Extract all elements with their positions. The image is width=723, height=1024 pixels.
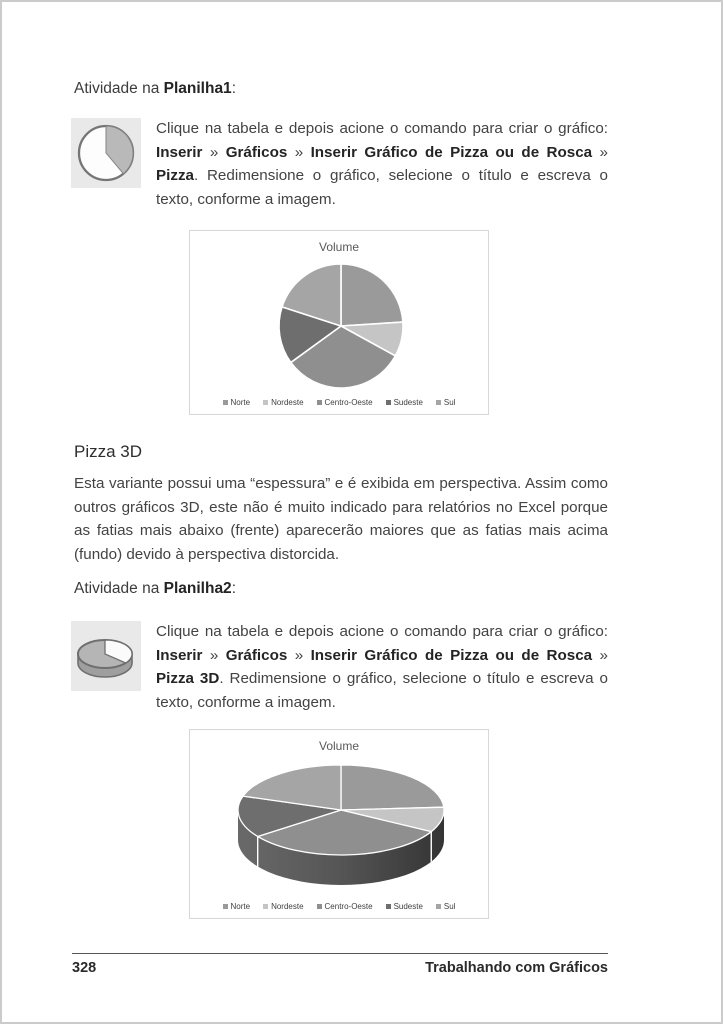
legend-label: Nordeste — [271, 398, 304, 407]
footer-rule — [72, 953, 608, 954]
legend-swatch — [386, 400, 391, 405]
text-segment: : — [231, 80, 236, 97]
legend-label: Norte — [230, 902, 251, 911]
text-segment: » — [592, 646, 608, 664]
text-segment: Clique na tabela e depois acione o comando para criar o gráfico: — [156, 623, 608, 640]
bold-text-segment: Inserir — [156, 143, 203, 161]
legend-item-nordeste — [263, 902, 303, 911]
bold-text-segment: Gráficos — [225, 143, 288, 161]
bold-text-segment: Inserir Gráfico de Pizza ou de Rosca — [310, 646, 593, 664]
chart-title: Volume — [318, 240, 360, 254]
legend-label: Sul — [443, 398, 456, 407]
pie-2d-icon-graphic — [71, 118, 141, 188]
bold-text-segment: Inserir — [156, 646, 203, 664]
legend-item-sul — [436, 902, 456, 911]
legend-swatch — [263, 904, 268, 909]
pie-slice-norte — [341, 264, 403, 326]
legend-swatch — [317, 400, 322, 405]
bold-text-segment: Planilha1 — [163, 80, 232, 97]
bold-text-segment: Inserir Gráfico de Pizza ou de Rosca — [310, 143, 593, 161]
pie-slice-norte — [341, 765, 444, 810]
chart-legend — [190, 902, 488, 911]
footer-page-number: 328 — [72, 960, 97, 976]
bold-text-segment: Gráficos — [225, 646, 288, 664]
legend-label: Centro-Oeste — [324, 398, 373, 407]
pie-chart-panel — [189, 230, 489, 415]
text-segment: » — [592, 143, 608, 161]
legend-item-sul — [436, 398, 456, 407]
legend-label: Sudeste — [393, 398, 423, 407]
text-segment: : — [231, 580, 236, 597]
text-segment: . Redimensione o gráfico, selecione o título e escreva o texto, conforme a imagem. — [156, 167, 608, 208]
footer — [72, 960, 608, 976]
chart-title: Volume — [318, 739, 360, 753]
text-segment: » — [287, 646, 311, 664]
pie-2d-chart-icon — [71, 118, 141, 188]
bold-text-segment: Pizza 3D — [156, 670, 220, 688]
body-paragraph: Esta variante possui uma “espessura” e é exibida em perspectiva. Assim como outros gráficos 3D, este não é muito indicado para relatórios no Excel porque as fatias mais abaixo (frente) aparecerão maiores que as fatias mais acima (fundo) devido à perspectiva distorcida. — [74, 475, 608, 563]
pie-chart-3d — [190, 730, 490, 920]
footer-chapter-title: Trabalhando com Gráficos — [425, 960, 608, 976]
legend-swatch — [317, 904, 322, 909]
legend-swatch — [223, 400, 228, 405]
legend-swatch — [386, 904, 391, 909]
section-heading: Pizza 3D — [74, 442, 143, 461]
legend-label: Sudeste — [393, 902, 423, 911]
legend-item-centro-oeste — [317, 902, 373, 911]
activity2-heading — [74, 580, 236, 598]
legend-label: Nordeste — [271, 902, 304, 911]
pie3d-chart-panel — [189, 729, 489, 919]
bold-text-segment: Planilha2 — [163, 580, 232, 597]
legend-item-sudeste — [386, 902, 423, 911]
legend-item-sudeste — [386, 398, 423, 407]
legend-swatch — [436, 400, 441, 405]
text-segment: » — [202, 646, 226, 664]
legend-swatch — [223, 904, 228, 909]
legend-item-nordeste — [263, 398, 303, 407]
legend-item-norte — [223, 398, 251, 407]
instruction2-paragraph — [156, 620, 608, 714]
pie-3d-chart-icon — [71, 621, 141, 691]
bold-text-segment: Pizza — [156, 167, 194, 185]
legend-label: Centro-Oeste — [324, 902, 373, 911]
legend-label: Norte — [230, 398, 251, 407]
text-segment: » — [287, 143, 311, 161]
legend-swatch — [436, 904, 441, 909]
text-segment: Atividade na — [74, 580, 164, 597]
legend-item-norte — [223, 902, 251, 911]
pie-chart-2d — [190, 231, 490, 416]
text-segment: » — [202, 143, 226, 161]
legend-swatch — [263, 400, 268, 405]
text-segment: . Redimensione o gráfico, selecione o título e escreva o texto, conforme a imagem. — [156, 670, 608, 711]
chart-legend — [190, 398, 488, 407]
text-segment: Atividade na — [74, 80, 164, 97]
instruction1-paragraph — [156, 117, 608, 211]
pie-3d-icon-graphic — [71, 621, 141, 691]
legend-item-centro-oeste — [317, 398, 373, 407]
activity1-heading — [74, 80, 236, 98]
text-segment: Clique na tabela e depois acione o comando para criar o gráfico: — [156, 120, 608, 137]
legend-label: Sul — [443, 902, 456, 911]
